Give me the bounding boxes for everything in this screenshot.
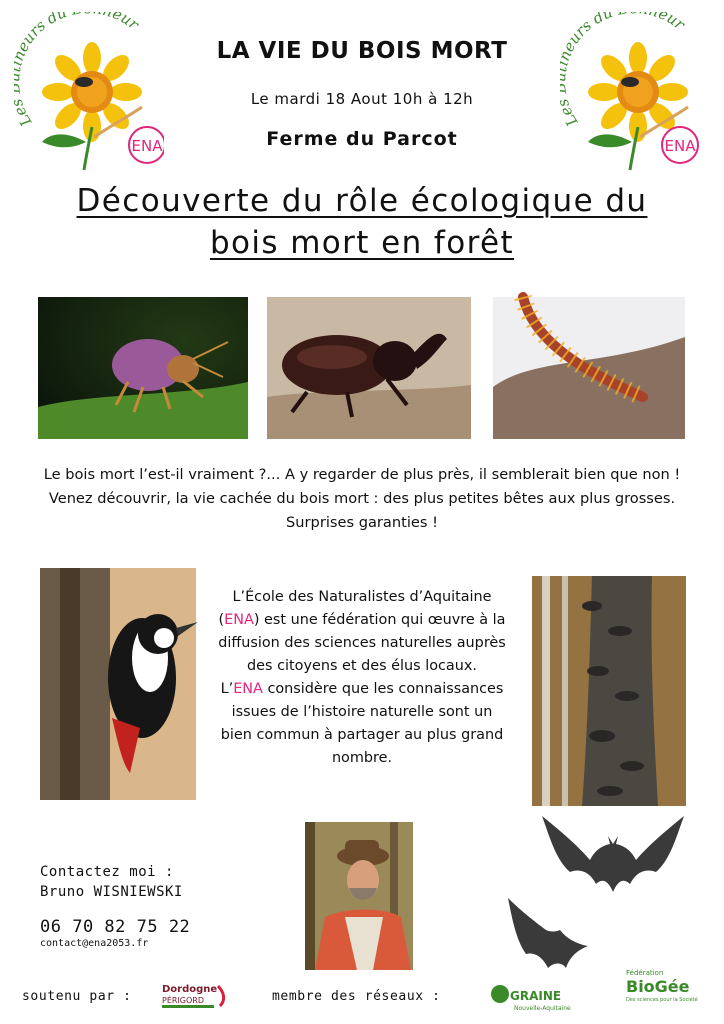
svg-text:ENA: ENA [131, 137, 163, 155]
bat-silhouette-large [540, 814, 686, 898]
graine-logo [488, 980, 571, 1014]
svg-text:Les Butineurs du Bonheur: L eurs du eur [14, 12, 143, 130]
svg-text:Dordogne: Dordogne [162, 984, 218, 995]
woodpecker-photo [40, 568, 196, 800]
contact-block [40, 862, 183, 902]
logo-butineurs-left [14, 12, 164, 172]
logo-butineurs-right [560, 12, 710, 172]
contact-email[interactable]: contact@ena2053.fr [40, 938, 149, 949]
svg-text:GRAINE: GRAINE [510, 989, 562, 1003]
event-title: LA VIE DU BOIS MORT [216, 38, 508, 64]
contact-name: Bruno WISNIEWSKI [40, 884, 183, 900]
headline-line-1: Découverte du rôle écologique du [76, 183, 648, 219]
svg-text:Fédération: Fédération [626, 969, 664, 977]
svg-text:Nouvelle-Aquitaine: Nouvelle-Aquitaine [514, 1005, 571, 1012]
intro-paragraph: Le bois mort l’est-il vraiment ?... A y regarder de plus près, il semblerait bien que non ! Venez découvrir, la vie cachée du bois mort : des plus petites bêtes aux plus grosses. Surprises garanties ! [43, 466, 681, 531]
ena-highlight: ENA [233, 681, 263, 697]
networks-label: membre des réseaux : [272, 989, 441, 1004]
bat-silhouette-small [504, 896, 590, 976]
svg-text:PÉRIGORD: PÉRIGORD [162, 996, 205, 1005]
ena-paragraph: L’École des Naturalistes d’Aquitaine (ENA) est une fédération qui œuvre à la diffusion des sciences naturelles auprès des citoyens et des élus locaux. L’ENA considère que les connaissances issues de l’histoire naturelle sont un bien commun à partager au plus grand nombre. [218, 589, 506, 766]
fungi-tree-photo [532, 576, 686, 806]
contact-label: Contactez moi : [40, 864, 174, 880]
springtail-photo [38, 297, 248, 439]
event-place: Ferme du Parcot [266, 128, 458, 150]
ena-highlight: ENA [224, 612, 254, 628]
svg-text:Des sciences pour la Société: Des sciences pour la Société [626, 997, 698, 1003]
svg-text:BioGée: BioGée [626, 977, 690, 996]
event-date: Le mardi 18 Aout 10h à 12h [250, 90, 474, 108]
headline [10, 180, 714, 264]
supported-by-label: soutenu par : [22, 989, 132, 1004]
dordogne-logo [160, 980, 232, 1010]
contact-phone: 06 70 82 75 22 [40, 917, 191, 937]
svg-text:Les Butineurs du Bonheur: L eurs du eur [560, 12, 689, 130]
beetle-photo [267, 297, 471, 439]
headline-line-2: bois mort en forêt [209, 225, 515, 261]
svg-text:ENA: ENA [664, 137, 696, 155]
biogee-logo [624, 966, 710, 1006]
guide-photo [305, 822, 413, 970]
centipede-photo [493, 297, 685, 439]
